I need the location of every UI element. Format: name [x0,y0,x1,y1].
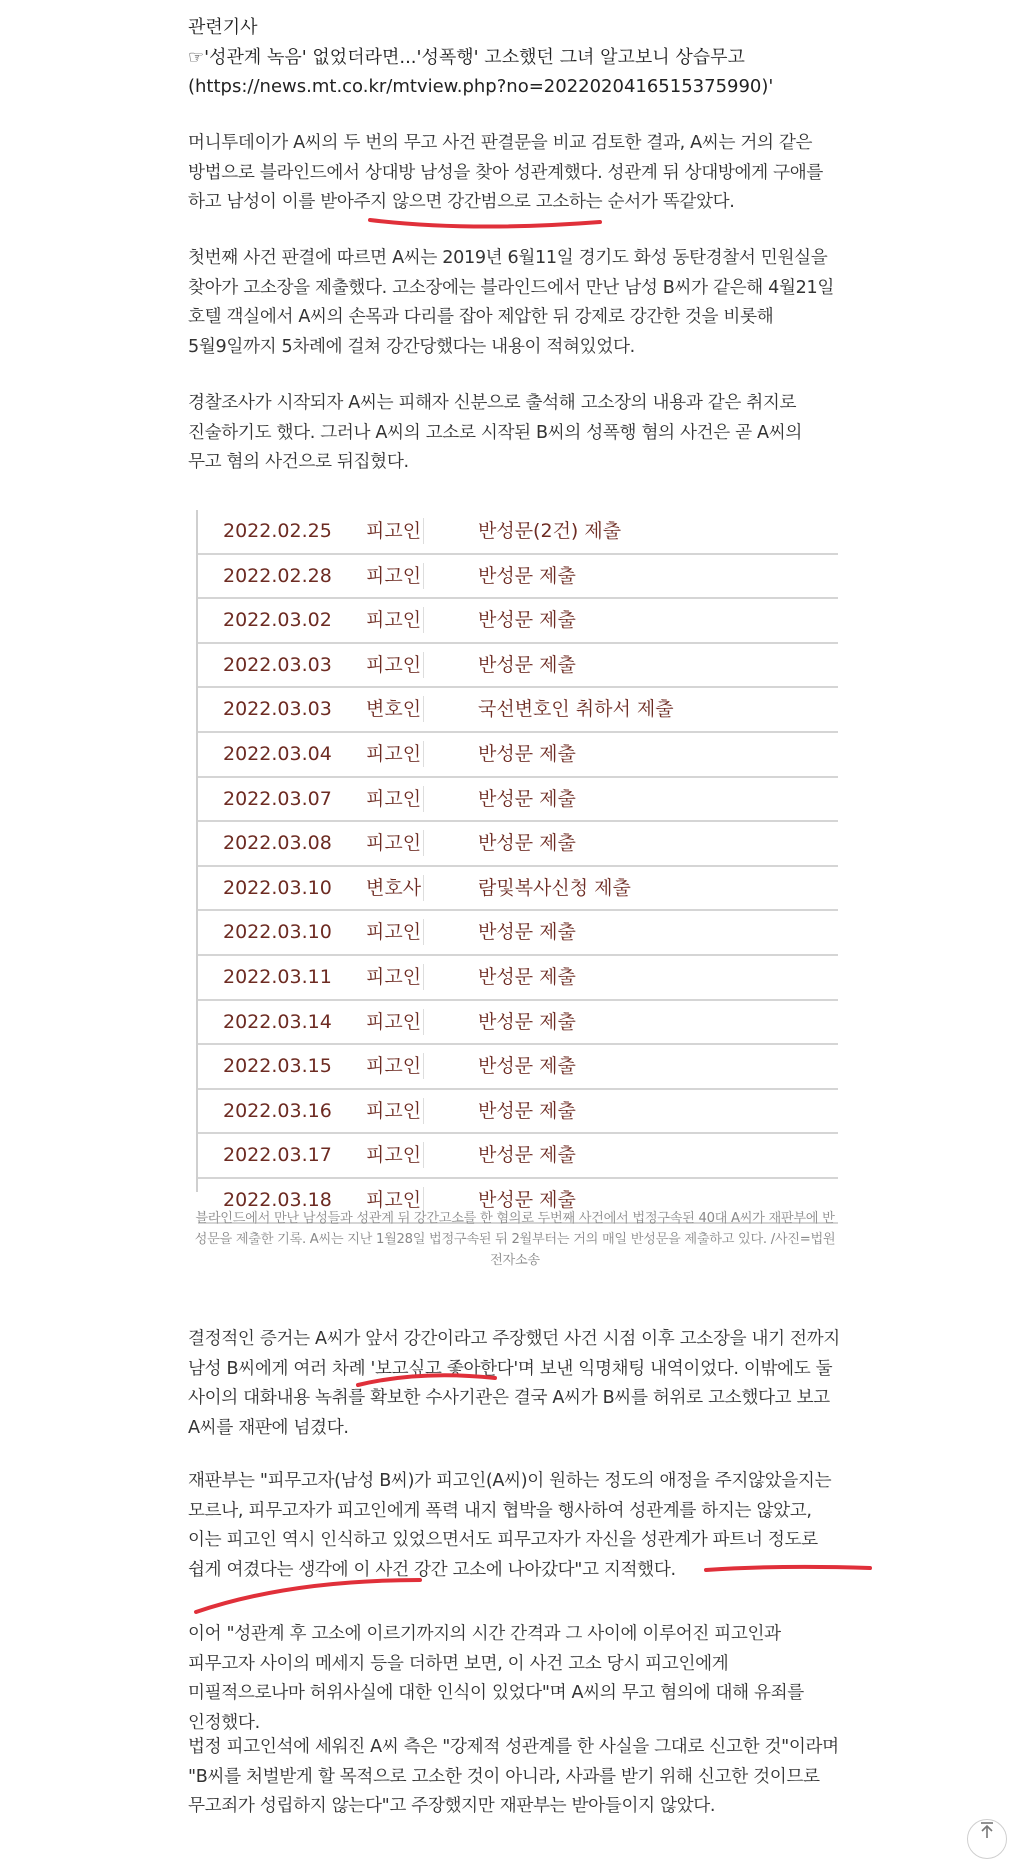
record-action: 반성문 제출 [478,787,576,810]
article-paragraph: 이어 "성관계 후 고소에 이르기까지의 시간 간격과 그 사이에 이루어진 피고인과 피무고자 사이의 메세지 등을 더하면 보면, 이 사건 고소 당시 피고인에게 미필적으로나마 허위사실에 대한 인식이 있었다"며 A씨의 무고 혐의에 대해 유죄를 인정했다. [188,1624,804,1733]
record-action: 람및복사신청 제출 [478,876,631,899]
record-row [198,956,838,1001]
record-party: 변호인 [366,698,422,721]
red-underline-mark [370,220,600,227]
related-article-link[interactable]: ☞'성관계 녹음' 없었더라면...'성폭행' 고소했던 그녀 알고보니 상습무고 (https://news.mt.co.kr/mtview.php?no=2022020416515375990)' [188,47,774,97]
scroll-to-top-button[interactable] [967,1819,1007,1859]
court-records-image [196,510,838,1211]
article-paragraph: 법정 피고인석에 세워진 A씨 측은 "강제적 성관계를 한 사실을 그대로 신고한 것"이라며 "B씨를 처벌받게 할 목적으로 고소한 것이 아니라, 사과를 받기 위해 신고한 것이므로 무고죄가 성립하지 않는다"고 주장했지만 재판부는 받아들이지 않았다. [188,1737,839,1817]
record-row [198,822,838,867]
record-row [198,1045,838,1090]
record-party: 피고인 [366,832,422,855]
record-party: 피고인 [366,609,422,632]
record-date: 2022.03.02 [223,609,332,632]
article-paragraph: 결정적인 증거는 A씨가 앞서 강간이라고 주장했던 사건 시점 이후 고소장을 내기 전까지 남성 B씨에게 여러 차례 '보고싶고 좋아한다'며 보낸 익명채팅 내역이었다. 이밖에도 둘 사이의 대화내용 녹취를 확보한 수사기관은 결국 A씨가 B씨를 허위로 고소했다고 보고 A씨를 재판에 넘겼다. [188,1329,840,1438]
record-action: 반성문 제출 [478,653,576,676]
article-paragraph: 경찰조사가 시작되자 A씨는 피해자 신분으로 출석해 고소장의 내용과 같은 취지로 진술하기도 했다. 그러나 A씨의 고소로 시작된 B씨의 성폭행 혐의 사건은 곧 A씨의 무고 혐의 사건으로 뒤집혔다. [188,393,803,473]
record-action: 반성문 제출 [478,832,576,855]
record-date: 2022.03.18 [223,1188,332,1211]
record-action: 반성문 제출 [478,1010,576,1033]
record-row [198,733,838,778]
record-date: 2022.03.03 [223,698,332,721]
record-date: 2022.03.16 [223,1099,332,1122]
article-paragraph: 머니투데이가 A씨의 두 번의 무고 사건 판결문을 비교 검토한 결과, A씨는 거의 같은 방법으로 블라인드에서 상대방 남성을 찾아 성관계했다. 성관계 뒤 상대방에게 구애를 하고 남성이 이를 받아주지 않으면 강간범으로 고소하는 순서가 똑같았다. [188,133,824,213]
record-party: 피고인 [366,653,422,676]
record-party: 피고인 [366,787,422,810]
record-date: 2022.03.03 [223,653,332,676]
related-articles-heading: 관련기사 [188,17,258,38]
record-party: 피고인 [366,1099,422,1122]
record-date: 2022.03.14 [223,1010,332,1033]
record-date: 2022.03.07 [223,787,332,810]
article-paragraph: 첫번째 사건 판결에 따르면 A씨는 2019년 6월11일 경기도 화성 동탄경찰서 민원실을 찾아가 고소장을 제출했다. 고소장에는 블라인드에서 만난 남성 B씨가 같은해 4월21일 호텔 객실에서 A씨의 손목과 다리를 잡아 제압한 뒤 강제로 강간한 것을 비롯해 5월9일까지 5차례에 걸쳐 강간당했다는 내용이 적혀있었다. [188,248,834,357]
record-row [198,1090,838,1135]
photo-caption: 블라인드에서 만난 남성들과 성관계 뒤 강간고소를 한 혐의로 두번째 사건에서 법정구속된 40대 A씨가 재판부에 반성문을 제출한 기록. A씨는 지난 1월28일 법정구속된 뒤 2월부터는 거의 매일 반성문을 제출하고 있다. /사진=법원 전자소송 [194,1211,836,1268]
record-row [198,599,838,644]
record-row [198,1001,838,1046]
record-row [198,778,838,823]
record-action: 반성문 제출 [478,564,576,587]
arrow-up-icon [977,1820,997,1840]
record-party: 피고인 [366,1055,422,1078]
record-row [198,510,838,555]
record-row [198,644,838,689]
record-date: 2022.03.11 [223,965,332,988]
record-date: 2022.02.28 [223,564,332,587]
record-date: 2022.03.10 [223,876,332,899]
record-party: 피고인 [366,1010,422,1033]
record-party: 피고인 [366,1188,422,1211]
record-action: 국선변호인 취하서 제출 [478,698,674,721]
record-date: 2022.03.10 [223,921,332,944]
record-date: 2022.03.04 [223,742,332,765]
record-date: 2022.03.17 [223,1144,332,1167]
record-row [198,555,838,600]
record-row [198,867,838,912]
record-action: 반성문 제출 [478,965,576,988]
record-party: 피고인 [366,921,422,944]
record-party: 피고인 [366,520,422,542]
record-date: 2022.02.25 [223,520,332,542]
record-action: 반성문 제출 [478,742,576,765]
record-action: 반성문 제출 [478,1099,576,1122]
article-paragraph: 재판부는 "피무고자(남성 B씨)가 피고인(A씨)이 원하는 정도의 애정을 주지않았을지는 모르나, 피무고자가 피고인에게 폭력 내지 협박을 행사하여 성관계를 하지는 않았고, 이는 피고인 역시 인식하고 있었으면서도 피무고자가 자신을 성관계가 파트너 정도로 쉽게 여겼다는 생각에 이 사건 강간 고소에 나아갔다"고 지적했다. [188,1471,832,1580]
record-row [198,911,838,956]
record-row [198,1134,838,1179]
record-party: 피고인 [366,1144,422,1167]
record-action: 반성문 제출 [478,1144,576,1167]
record-party: 피고인 [366,742,422,765]
record-action: 반성문 제출 [478,1188,576,1211]
record-date: 2022.03.08 [223,832,332,855]
record-date: 2022.03.15 [223,1055,332,1078]
record-row [198,688,838,733]
record-party: 변호사 [366,876,422,899]
record-action: 반성문(2건) 제출 [478,520,622,542]
record-action: 반성문 제출 [478,1055,576,1078]
record-action: 반성문 제출 [478,921,576,944]
record-party: 피고인 [366,965,422,988]
record-action: 반성문 제출 [478,609,576,632]
record-party: 피고인 [366,564,422,587]
